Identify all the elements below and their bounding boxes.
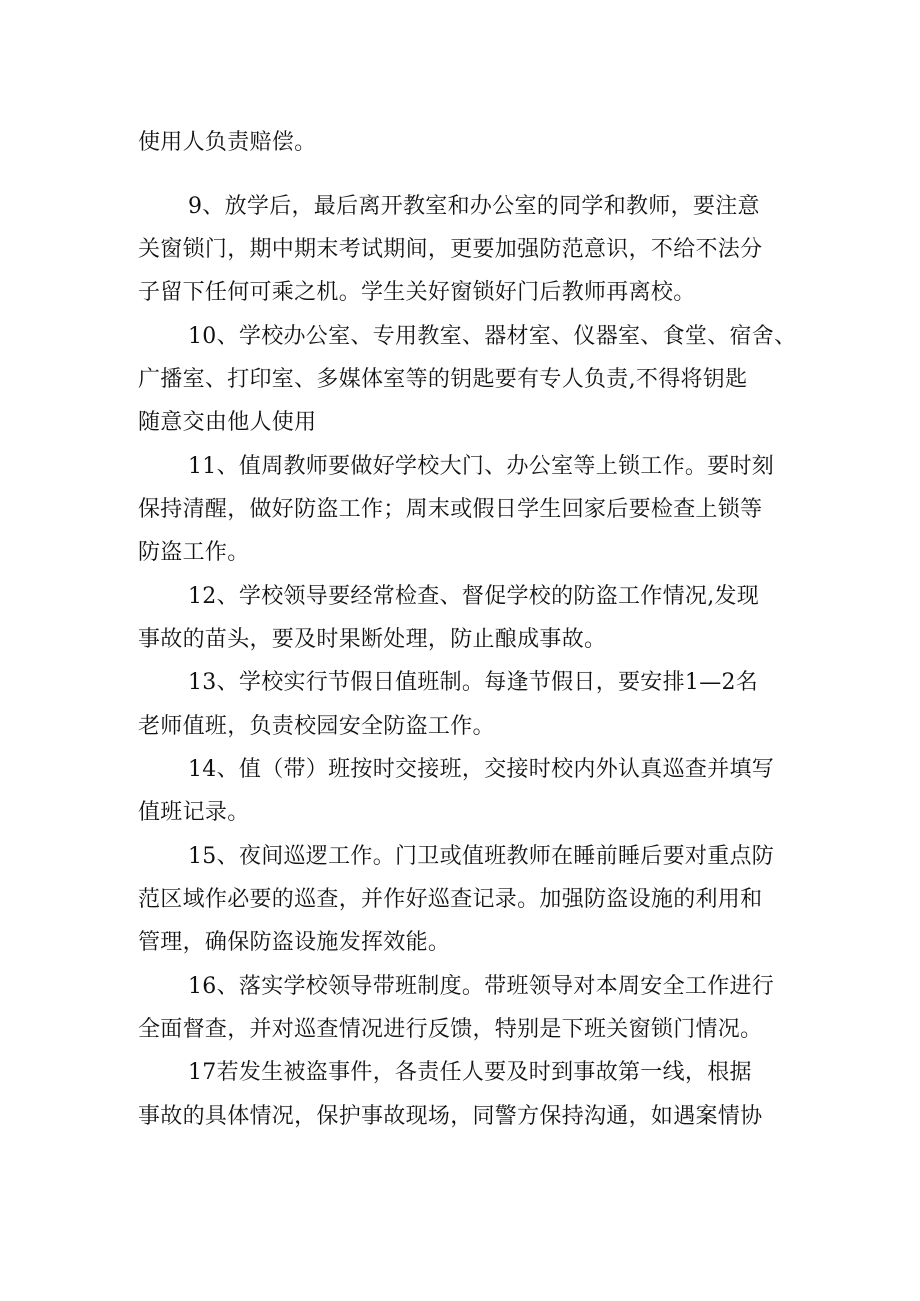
paragraph-16-line-1: 16、落实学校领导带班制度。带班领导对本周安全工作进行 — [188, 974, 775, 999]
paragraph-10-line-3: 随意交由他人使用 — [138, 410, 317, 435]
paragraph-12-line-2: 事故的苗头，要及时果断处理，防止酿成事故。 — [138, 627, 607, 652]
paragraph-14-line-1: 14、值（带）班按时交接班，交接时校内外认真巡查并填写 — [188, 757, 775, 782]
text-line: 使用人负责赔偿。 — [138, 130, 317, 155]
paragraph-11-line-2: 保持清醒，做好防盗工作；周末或假日学生回家后要检查上锁等 — [138, 497, 763, 522]
paragraph-15-line-1: 15、夜间巡逻工作。门卫或值班教师在睡前睡后要对重点防 — [188, 844, 775, 869]
paragraph-17-line-2: 事故的具体情况，保护事故现场，同警方保持沟通，如遇案情协 — [138, 1104, 763, 1129]
paragraph-9-line-2: 关窗锁门，期中期末考试期间，更要加强防范意识，不给不法分 — [138, 237, 763, 262]
paragraph-9-line-3: 子留下任何可乘之机。学生关好窗锁好门后教师再离校。 — [138, 280, 696, 305]
paragraph-14-line-2: 值班记录。 — [138, 800, 250, 825]
paragraph-16-line-2: 全面督查，并对巡查情况进行反馈，特别是下班关窗锁门情况。 — [138, 1017, 763, 1042]
paragraph-15-line-3: 管理，确保防盗设施发挥效能。 — [138, 930, 451, 955]
paragraph-9-line-1: 9、放学后，最后离开教室和办公室的同学和教师，要注意 — [188, 194, 760, 219]
paragraph-12-line-1: 12、学校领导要经常检查、督促学校的防盗工作情况,发现 — [188, 584, 760, 609]
paragraph-13-line-2: 老师值班，负责校园安全防盗工作。 — [138, 714, 495, 739]
paragraph-10-line-2: 广播室、打印室、多媒体室等的钥匙要有专人负责,不得将钥匙 — [138, 367, 748, 392]
paragraph-10-line-1: 10、学校办公室、专用教室、器材室、仪器室、食堂、宿舍、 — [188, 324, 797, 349]
paragraph-17-line-1: 17若发生被盗事件，各责任人要及时到事故第一线，根据 — [188, 1060, 752, 1085]
paragraph-15-line-2: 范区域作必要的巡查，并作好巡查记录。加强防盗设施的利用和 — [138, 887, 763, 912]
paragraph-11-line-1: 11、值周教师要做好学校大门、办公室等上锁工作。要时刻 — [188, 454, 775, 479]
paragraph-13-line-1: 13、学校实行节假日值班制。每逢节假日，要安排1—2名 — [188, 670, 759, 695]
paragraph-11-line-3: 防盗工作。 — [138, 540, 250, 565]
